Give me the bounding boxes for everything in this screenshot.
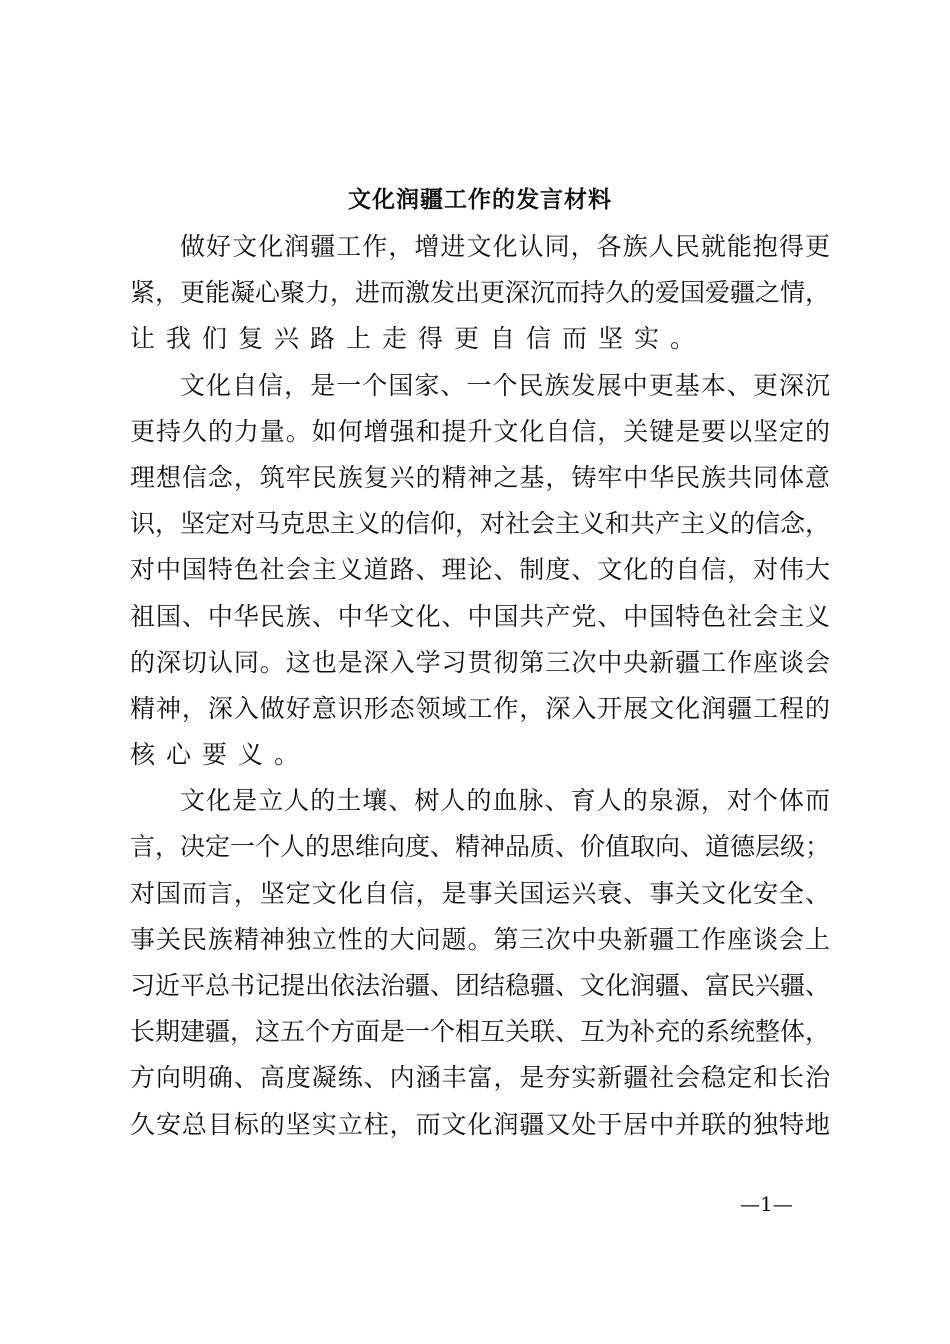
text-line: 文化是立人的土壤、树人的血脉、育人的泉源，对个体而 xyxy=(180,786,830,816)
text-line: 方向明确、高度凝练、内涵丰富，是夯实新疆社会稳定和长治 xyxy=(130,1063,830,1093)
text-line: 让我们复兴路上走得更自信而坚实。 xyxy=(130,324,707,354)
text-line: 言，决定一个人的思维向度、精神品质、价值取向、道德层级； xyxy=(130,832,831,862)
text-line: 对国而言，坚定文化自信，是事关国运兴衰、事关文化安全、 xyxy=(130,878,830,908)
document-title: 文化润疆工作的发言材料 xyxy=(348,186,612,213)
text-line: 更持久的力量。如何增强和提升文化自信，关键是要以坚定的 xyxy=(130,416,830,446)
document-body xyxy=(130,224,830,1148)
paragraph-1 xyxy=(130,224,830,363)
text-line: 长期建疆，这五个方面是一个相互关联、互为补充的系统整体， xyxy=(130,1017,831,1047)
text-line: 理想信念，筑牢民族复兴的精神之基，铸牢中华民族共同体意 xyxy=(130,462,830,492)
text-line: 久安总目标的坚实立柱，而文化润疆又处于居中并联的独特地 xyxy=(130,1109,830,1139)
text-line: 紧，更能凝心聚力，进而激发出更深沉而持久的爱国爱疆之情， xyxy=(130,278,831,308)
text-line: 祖国、中华民族、中华文化、中国共产党、中国特色社会主义 xyxy=(130,601,830,631)
text-line: 事关民族精神独立性的大问题。第三次中央新疆工作座谈会上 xyxy=(130,924,830,954)
text-line: 核心要义。 xyxy=(130,740,311,770)
text-line: 精神，深入做好意识形态领域工作，深入开展文化润疆工程的 xyxy=(130,693,830,723)
page-number: —1— xyxy=(740,1192,793,1216)
text-line: 习近平总书记提出依法治疆、团结稳疆、文化润疆、富民兴疆、 xyxy=(130,971,831,1000)
paragraph-3 xyxy=(130,778,830,1148)
text-line: 做好文化润疆工作，增进文化认同，各族人民就能抱得更 xyxy=(180,232,830,261)
text-line: 对中国特色社会主义道路、理论、制度、文化的自信，对伟大 xyxy=(130,555,830,585)
text-line: 文化自信，是一个国家、一个民族发展中更基本、更深沉 xyxy=(180,370,830,400)
text-line: 识，坚定对马克思主义的信仰，对社会主义和共产主义的信念， xyxy=(130,509,831,539)
text-line: 的深切认同。这也是深入学习贯彻第三次中央新疆工作座谈会 xyxy=(130,647,830,677)
paragraph-2 xyxy=(130,363,830,779)
